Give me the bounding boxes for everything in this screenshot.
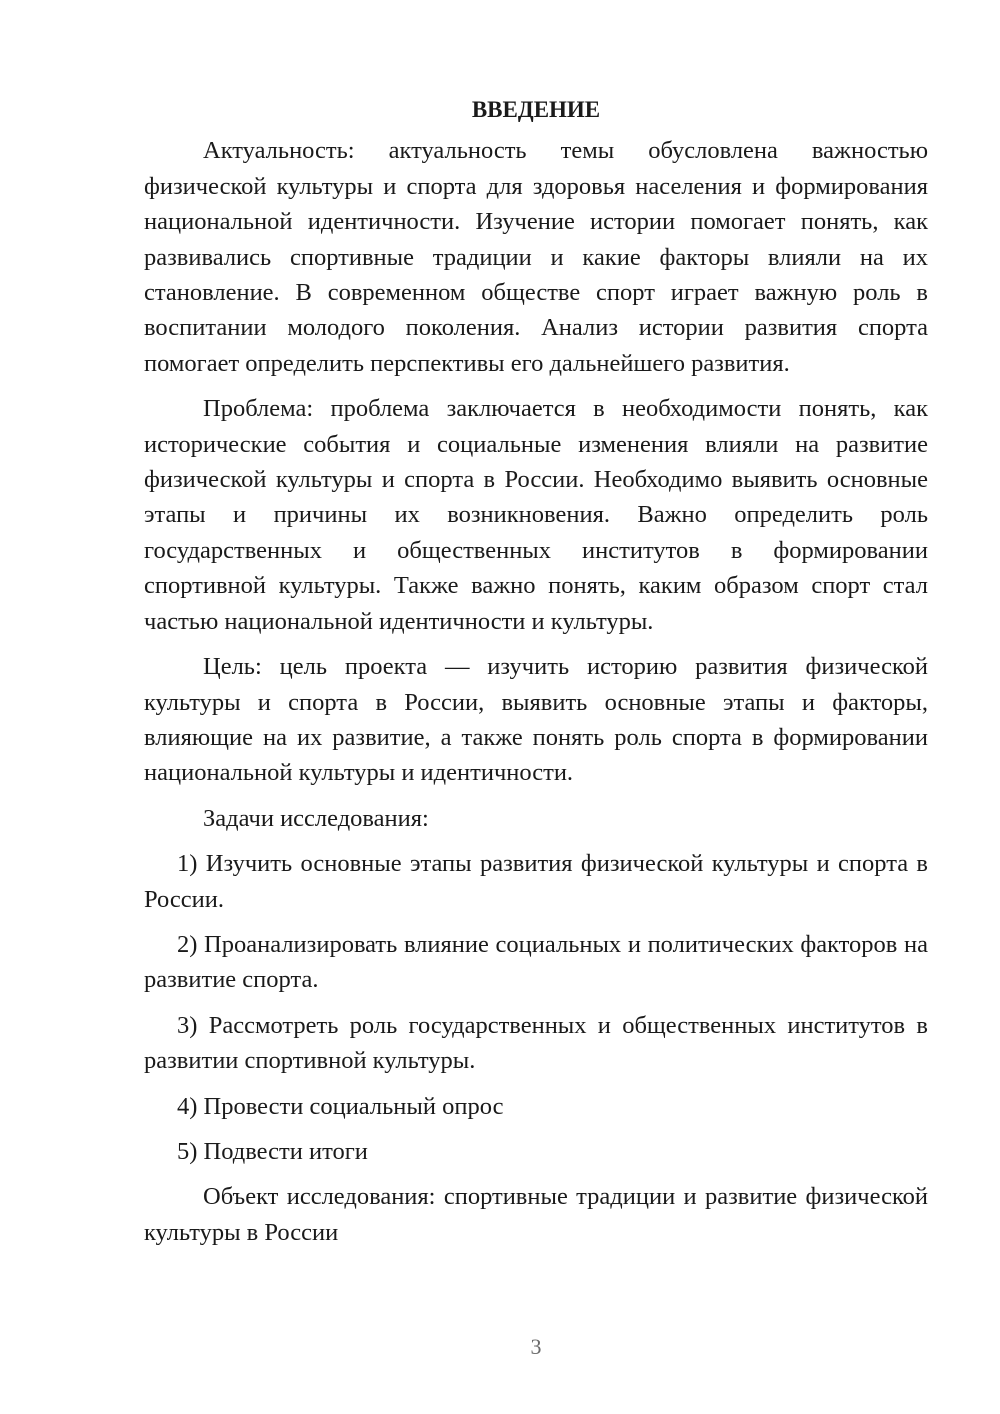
task-item: 5) Подвести итоги xyxy=(177,1137,368,1165)
relevance-paragraph: Актуальность: актуальность темы обусловлена важностью физической культуры и спорта для здоровья населения и формирования национальной идентичности. Изучение истории помогает понять, как развивались спортивные традиции и какие факторы влияли на их становление. В современном обществе спорт играет важную роль в воспитании молодого поколения. Анализ истории развития спорта помогает определить перспективы его дальнейшего развития. xyxy=(144,137,928,377)
task-item: 1) Изучить основные этапы развития физической культуры и спорта в России. xyxy=(144,850,928,913)
object-paragraph: Объект исследования: спортивные традиции и развитие физической культуры в России xyxy=(144,1183,928,1246)
problem-paragraph: Проблема: проблема заключается в необходимости понять, как исторические события и социальные изменения влияли на развитие физической культуры и спорта в России. Необходимо выявить основные этапы и причины их возникновения. Важно определить роль государственных и общественных институтов в формировании спортивной культуры. Также важно понять, каким образом спорт стал частью национальной идентичности и культуры. xyxy=(144,395,928,635)
task-item: 2) Проанализировать влияние социальных и политических факторов на развитие спорта. xyxy=(144,930,928,994)
task-item: 3) Рассмотреть роль государственных и общественных институтов в развитии спортивной культуры. xyxy=(144,1011,928,1075)
section-title: ВВЕДЕНИЕ xyxy=(471,97,601,122)
goal-paragraph: Цель: цель проекта — изучить историю развития физической культуры и спорта в России, выявить основные этапы и факторы, влияющие на их развитие, а также понять роль спорта в формировании национальной культуры и идентичности. xyxy=(144,653,928,787)
page-content xyxy=(144,92,928,1260)
task-item: 4) Провести социальный опрос xyxy=(177,1092,504,1120)
page-number: 3 xyxy=(530,1334,542,1359)
tasks-heading: Задачи исследования: xyxy=(203,804,429,832)
tasks-list xyxy=(144,846,928,1169)
